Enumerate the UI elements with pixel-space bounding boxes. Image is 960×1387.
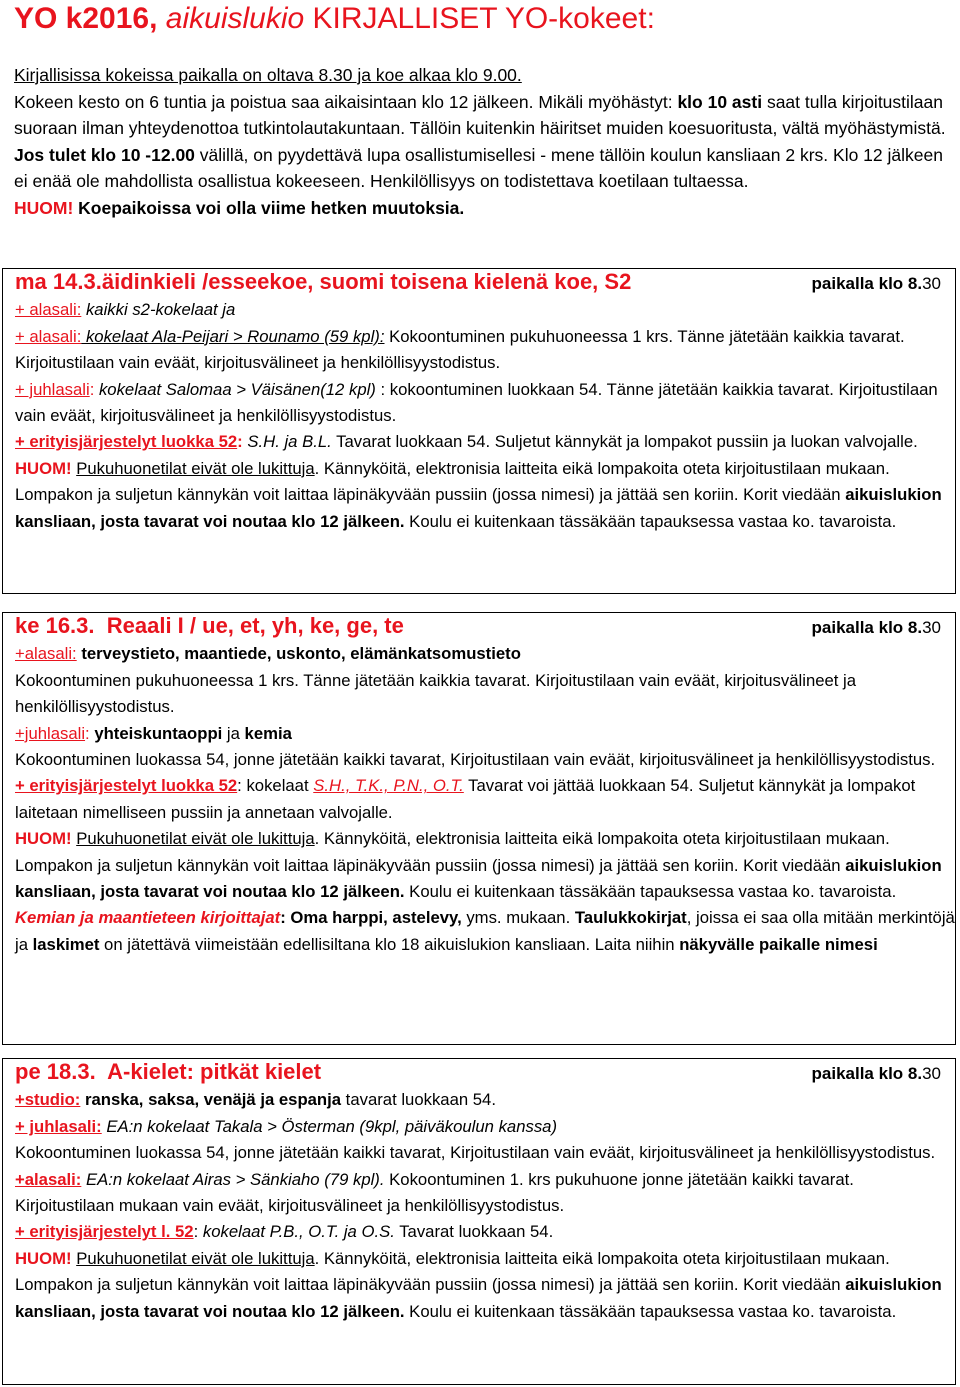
intro-text-2: saat tulla kirjoitustilaan suoraan ilman yhteydenottoa tutkintolautakuntaan. Tällöin kuitenkin häiritset muiden koesuoritusta, vältä myöhästymistä. [14,91,946,138]
location-label: + erityisjärjestelyt l. 52 [15,1222,194,1242]
section-line [15,1167,955,1220]
note-bold-italic: Kemian ja maantieteen kirjoittajat [15,908,281,928]
note-bold: Taulukkokirjat [574,908,687,928]
section-line: Kokoontuminen luokassa 54, jonne jätetään kaikki tavarat, Kirjoitustilaan vain eväät, kirjoitusvälineet ja henkilöllisyystodistus. [15,1143,936,1163]
intro-bold-1: klo 10 asti [677,91,763,112]
section-subject: Reaali I / ue, et, yh, ke, ge, te [106,613,404,638]
location-label: + erityisjärjestelyt luokka 52 [15,432,238,452]
huom-text: . Kännyköitä, elektronisia laitteita eikä lompakoita oteta kirjoitustilaan mukaan. Lompakon ja suljetun kännykän voit laittaa läpinäkyvään pussiin (jossa nimesi) ja jättää sen koriin. Korit viedään [15,458,890,505]
place-suffix: 30 [922,618,941,637]
section-line [15,297,955,323]
section-huom [15,456,955,535]
location-label: +juhlasali [15,723,86,743]
line-italic: S.H. ja B.L. [247,432,332,452]
section-line [15,721,955,747]
note-bold: laskimet [32,934,100,954]
section-huom [15,826,955,905]
huom-label: HUOM! [15,829,72,849]
intro-huom [14,195,954,222]
intro-body [14,89,954,195]
title-rest: KIRJALLISET YO-kokeet: [304,2,655,35]
location-label: + erityisjärjestelyt luokka 52 [15,776,238,796]
location-label: + alasali: [15,326,82,346]
title-year: YO k2016, [14,2,166,35]
section-header [15,1059,955,1087]
intro-text-1: Kokeen kesto on 6 tuntia ja poistua saa aikaisintaan klo 12 jälkeen. Mikäli myöhästyt: [14,91,678,112]
intro-text-3: välillä, on pyydettävä lupa osallistumisellesi - mene tällöin koulun kansliaan 2 krs. Klo 12 jälkeen ei enää ole mahdollista osallistua kokeeseen. Henkilöllisyys on todistettava koetilaan tultaessa. [14,144,943,191]
huom-text: . Kännyköitä, elektronisia laitteita eikä lompakoita oteta kirjoitustilaan mukaan. Lompakon ja suljetun kännykän voit laittaa läpinäkyvään pussiin (jossa nimesi) ja jättää sen koriin. Korit viedään [15,1248,890,1295]
place-prefix: paikalla klo 8. [811,274,923,293]
note-bold: näkyvälle paikalle nimesi [679,934,878,954]
exam-section-pe [2,1058,956,1385]
intro-bold-2: Jos tulet klo 10 -12.00 [14,144,195,165]
line-bold: kemia [244,723,292,743]
section-line: Kokoontuminen pukuhuoneessa 1 krs. Tänne jätetään kaikkia tavarat. Kirjoitustilaan vain eväät, kirjoitusvälineet ja henkilöllisyystodistus. [15,670,857,717]
location-label: +alasali: [15,1169,82,1189]
line-colon: : [89,379,95,399]
section-line: Kokoontuminen luokassa 54, jonne jätetään kaikki tavarat, Kirjoitustilaan vain eväät, kirjoitusvälineet ja henkilöllisyystodistus. [15,750,936,770]
huom-bold: aikuislukion kansliaan, josta tavarat voi noutaa klo 12 jälkeen. [15,1275,942,1321]
section-subject: äidinkieli /esseekoe, suomi toisena kielenä koe, S2 [101,269,632,294]
section-line [15,641,955,667]
section-place [812,1061,941,1087]
page-title [14,2,655,36]
line-italic: S.H., T.K., P.N., O.T. [313,776,464,796]
section-line [15,377,955,430]
huom-text-end: Koulu ei kuitenkaan tässäkään tapauksessa vastaa ko. tavaroista. [404,511,897,531]
line-bold: yhteiskuntaoppi [89,723,223,743]
location-label: + alasali: [15,300,82,320]
huom-text-end: Koulu ei kuitenkaan tässäkään tapauksessa vastaa ko. tavaroista. [404,882,897,902]
section-subject: A-kielet: pitkät kielet [107,1059,322,1084]
section-line [15,1087,955,1113]
huom-underlined: Pukuhuonetilat eivät ole lukittuja [76,1248,315,1268]
note-text: yms. mukaan. [461,908,575,928]
huom-bold: aikuislukion kansliaan, josta tavarat voi noutaa klo 12 jälkeen. [15,485,942,531]
line-colon: : kokelaat [237,776,314,796]
line-text: Tavarat voi jättää luokkaan 54. Suljetut kännykät ja lompakot laitetaan nimelliseen pussiin ja annetaan valvojalle. [15,776,916,822]
huom-label: HUOM! [15,1248,72,1268]
note-bold: : Oma harppi, astelevy, [280,908,462,928]
place-prefix: paikalla klo 8. [811,1064,923,1083]
line-italic: EA:n kokelaat Airas > Sänkiaho (79 kpl). [81,1169,385,1189]
section-line [15,324,955,377]
line-text: Kokoontuminen 1. krs pukuhuone jonne jätetään kaikki tavarat. Kirjoitustilaan mukaan vain eväät, kirjoitusvälineet ja henkilöllisyystodistus. [15,1169,854,1216]
section-note [15,905,955,958]
section-date: ma 14.3. [15,269,102,294]
huom-text: . Kännyköitä, elektronisia laitteita eikä lompakoita oteta kirjoitustilaan mukaan. Lompakon ja suljetun kännykän voit laittaa läpinäkyvään pussiin (jossa nimesi) ja jättää sen koriin. Korit viedään [15,829,890,875]
note-text: , joissa ei saa olla mitään merkintöjä ja [15,908,955,954]
line-colon: : [237,432,248,452]
section-title [15,613,404,639]
section-place [812,271,941,297]
location-label: +alasali: [15,644,77,664]
section-huom [15,1246,955,1325]
huom-label: HUOM! [15,458,72,478]
line-colon: : [85,723,90,743]
section-header [15,269,955,297]
section-line [15,1219,955,1245]
place-prefix: paikalla klo 8. [811,618,923,637]
line-text: Kokoontuminen pukuhuoneessa 1 krs. Tänne jätetään kaikkia tavarat. Kirjoitustilaan vain eväät, kirjoitusvälineet ja henkilöllisyystodistus. [15,326,905,373]
section-date: ke 16.3. [15,613,95,638]
exam-section-ma [2,268,956,594]
line-italic: kokelaat P.B., O.T. ja O.S. [202,1222,395,1242]
intro [14,62,954,221]
place-suffix: 30 [922,1064,941,1083]
place-suffix: 30 [922,274,941,293]
section-place [812,615,941,641]
line-text: ja [222,723,245,743]
huom-underlined: Pukuhuonetilat eivät ole lukittuja [76,458,315,478]
intro-huom-label: HUOM! [14,197,74,218]
section-header [15,613,955,641]
section-line [15,429,955,455]
location-label: + juhlasali [15,379,90,399]
section-title [15,269,631,295]
section-line [15,773,955,826]
exam-section-ke [2,612,956,1045]
line-text: Tavarat luokkaan 54. [394,1222,554,1242]
line-italic: kokelaat Salomaa > Väisänen(12 kpl) [94,379,376,399]
line-text: kaikki s2-kokelaat ja [81,300,236,320]
line-text: Tavarat luokkaan 54. Suljetut kännykät ja lompakot pussiin ja luokan valvojalle. [331,432,918,452]
line-bold: terveystieto, maantiede, uskonto, elämänkatsomustieto [76,644,521,664]
huom-bold: aikuislukion kansliaan, josta tavarat voi noutaa klo 12 jälkeen. [15,855,942,902]
note-text: on jätettävä viimeistään edellisiltana klo 18 aikuislukion kansliaan. Laita niihin [99,934,680,954]
huom-text-end: Koulu ei kuitenkaan tässäkään tapauksessa vastaa ko. tavaroista. [404,1301,897,1321]
location-label: +studio: [15,1090,81,1110]
title-school: aikuislukio [165,2,305,35]
section-title [15,1059,321,1085]
location-label: + juhlasali: [15,1116,102,1136]
line-italic: kokelaat Ala-Peijari > Rounamo (59 kpl): [81,326,385,346]
line-text: tavarat luokkaan 54. [341,1090,496,1110]
line-italic: EA:n kokelaat Takala > Österman (9kpl, päiväkoulun kanssa) [101,1116,558,1136]
line-text: : kokoontuminen luokkaan 54. Tänne jätetään kaikkia tavarat. Kirjoitustilaan vain eväät, kirjoitusvälineet ja henkilöllisyystodistus. [15,379,938,426]
huom-underlined: Pukuhuonetilat eivät ole lukittuja [76,829,315,849]
intro-huom-text: Koepaikoissa voi olla viime hetken muutoksia. [73,197,465,218]
line-colon: : [193,1222,203,1242]
line-bold: ranska, saksa, venäjä ja espanja [80,1090,342,1110]
intro-line-1: Kirjallisissa kokeissa paikalla on oltava 8.30 ja koe alkaa klo 9.00. [14,65,522,85]
section-date: pe 18.3. [15,1059,96,1084]
section-line [15,1114,955,1140]
